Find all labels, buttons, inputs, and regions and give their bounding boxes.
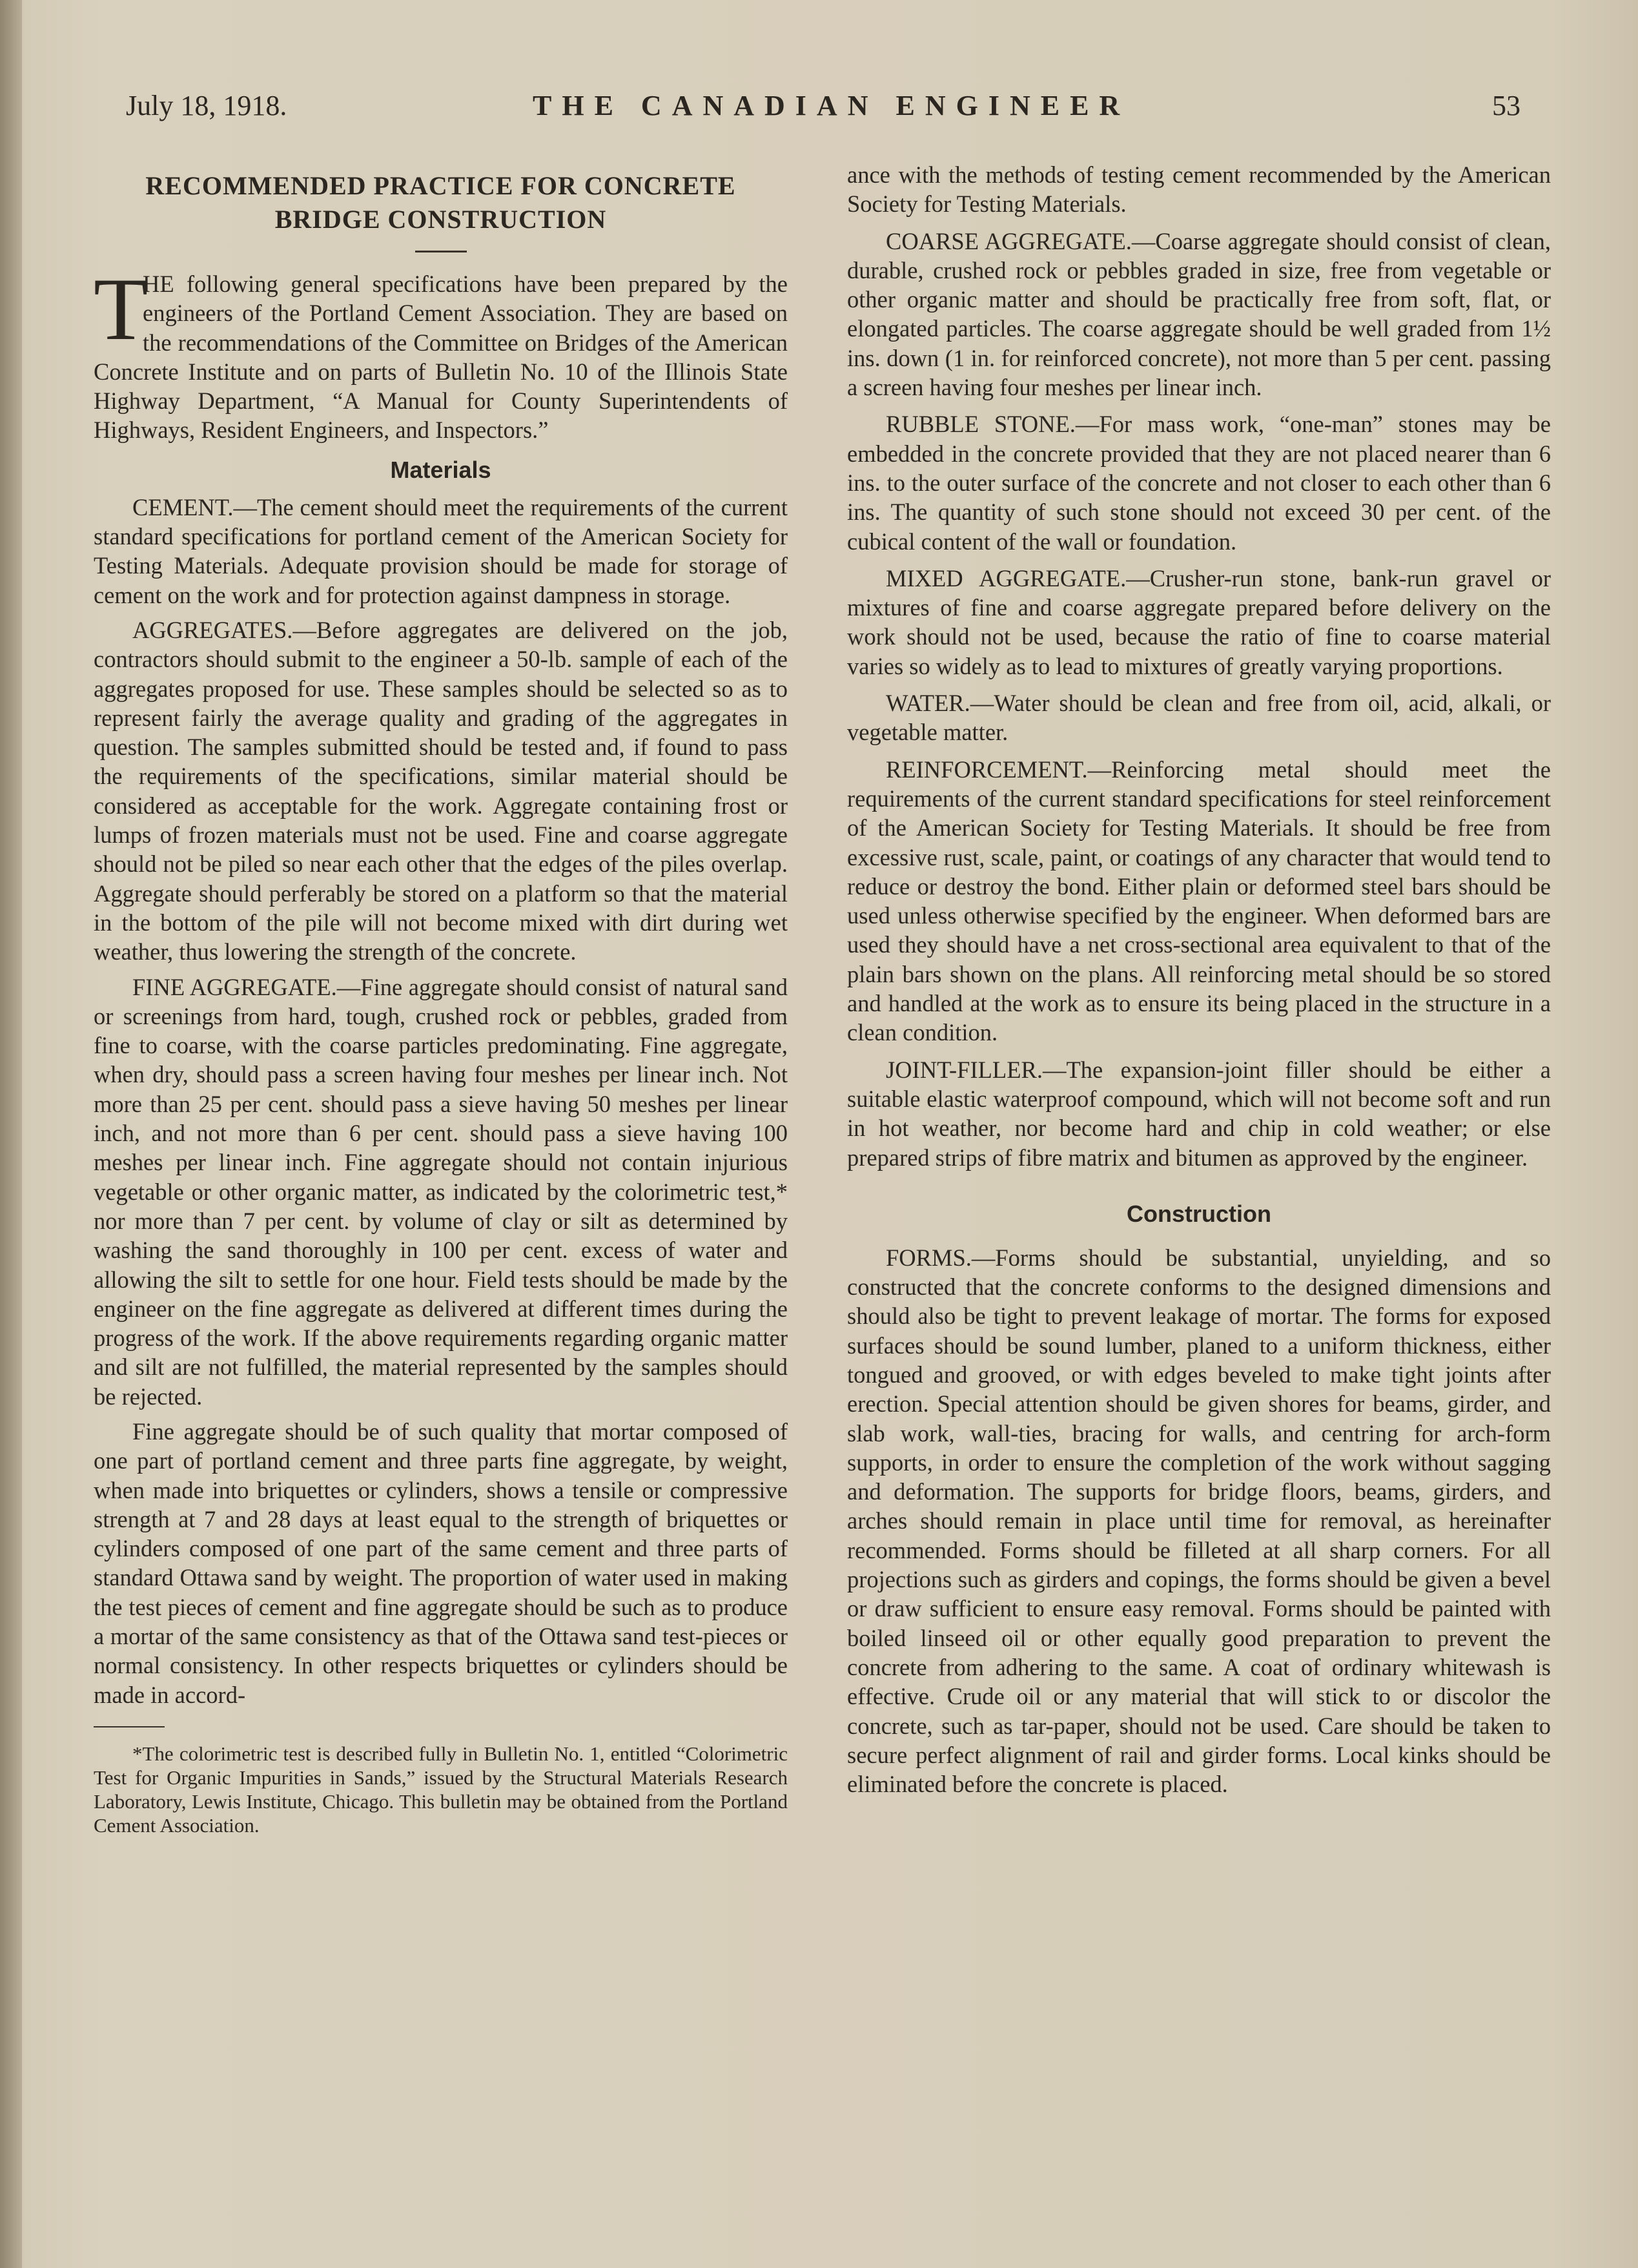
article-title-line-2: BRIDGE CONSTRUCTION (274, 205, 607, 234)
mixed-aggregate-paragraph: MIXED AGGREGATE.—Crusher-run stone, bank-run gravel or mixtures of fine and coarse aggregate prepared before delivery on the work should not be used, because the ratio of fine to coarse material varies so widely as to lead to mixtures of greatly varying proportions. (847, 564, 1551, 679)
coarse-aggregate-paragraph: COARSE AGGREGATE.—Coarse aggregate should consist of clean, durable, crushed rock or pebbles graded in size, free from vegetable or other organic matter and should be practically free from soft, flat, or elongated particles. The coarse aggregate should be well graded from 1½ ins. down (1 in. for reinforced concrete), not more than 5 per cent. passing a screen having four meshes per linear inch. (847, 227, 1551, 401)
article-title-line-1: RECOMMENDED PRACTICE FOR CONCRETE (145, 171, 736, 200)
footnote-rule (94, 1726, 165, 1727)
cement-paragraph: CEMENT.—The cement should meet the requirements of the current standard specifications for portland cement of the American Society for Testing Materials. Adequate provision should be made for storage of cement on the work and for protection against dampness in storage. (94, 493, 788, 608)
title-rule (415, 251, 467, 253)
materials-heading: Materials (390, 456, 491, 483)
fine-aggregate-paragraph-2: Fine aggregate should be of such quality that mortar composed of one part of portland cement and three parts fine aggregate, by weight, when made into briquettes or cylinders, shows a tensile or compressive strength at 7 and 28 days at least equal to the strength of briquettes or cylinders composed of one part of the same cement and three parts of standard Ottawa sand by weight. The proportion of water used in making the test pieces of cement and fine aggregate should be such as to produce a mortar of the same consistency as that of the Ottawa sand test-pieces or normal consistency. In other respects briquettes or cylinders should be made in accord- (94, 1418, 788, 1708)
joint-filler-paragraph: JOINT-FILLER.—The expansion-joint filler should be either a suitable elastic waterproof compound, which will not become soft and run in hot weather, nor become hard and chip in cold weather; or else prepared strips of fibre matrix and bitumen as approved by the engineer. (847, 1056, 1551, 1171)
page-number: 53 (1492, 90, 1520, 121)
intro-text: HE following general specifications have been prepared by the engineers of the Portland Cement Association. They are based on the recommendations of the Committee on Bridges of the American Concrete Institute and on parts of Bulletin No. 10 of the Illinois State Highway Department, “A Manual for County Superintendents of Highways, Resident Engineers, and Inspectors.” (94, 271, 788, 444)
issue-date: July 18, 1918. (126, 90, 287, 121)
binding-shadow (0, 0, 22, 2268)
reinforcement-paragraph: REINFORCEMENT.—Reinforcing metal should meet the requirements of the current standard specifications for steel reinforcement of the American Society for Testing Materials. It should be free from excessive rust, scale, paint, or coatings of any character that would tend to reduce or destroy the bond. Either plain or deformed steel bars should be used unless otherwise specified by the engineer. When deformed bars are used they should have a net cross-sectional area equivalent to that of the plain bars shown on the plans. All reinforcing metal should be so stored and handled at the work as to ensure its being placed in the structure in a clean condition. (847, 756, 1551, 1046)
aggregates-paragraph: AGGREGATES.—Before aggregates are delivered on the job, contractors should submit to the engineer a 50-lb. sample of each of the aggregates proposed for use. These samples should be selected so as to represent fairly the average quality and grading of the aggregates in question. The samples submitted should be tested and, if found to pass the requirements of the specifications, similar material should be considered as acceptable for the work. Aggregate containing frost or lumps of frozen materials must not be used. Fine and coarse aggregate should not be piled so near each other that the edges of the piles overlap. Aggregate should perferably be stored on a platform so that the material in the bottom of the pile will not become mixed with dirt during wet weather, thus lowering the strength of the concrete. (94, 616, 788, 965)
left-column (94, 169, 788, 1837)
intro-paragraph (94, 260, 788, 445)
rubble-stone-paragraph: RUBBLE STONE.—For mass work, “one-man” stones may be embedded in the concrete provided that they are not placed nearer than 6 ins. to the outer surface of the concrete and not closer to each other than 6 ins. The quantity of such stone should not exceed 30 per cent. of the cubical content of the wall or foundation. (847, 411, 1551, 555)
continuation-paragraph: ance with the methods of testing cement recommended by the American Society for Testing Materials. (847, 161, 1551, 218)
construction-heading: Construction (1127, 1200, 1271, 1227)
article-title (94, 169, 788, 236)
footnote: *The colorimetric test is described fully in Bulletin No. 1, entitled “Colorimetric Test for Organic Impurities in Sands,” issued by the Structural Materials Research Laboratory, Lewis Institute, Chicago. This bulletin may be obtained from the Portland Cement Association. (94, 1742, 788, 1837)
water-paragraph: WATER.—Water should be clean and free from oil, acid, alkali, or vegetable matter. (847, 690, 1551, 746)
journal-title: THE CANADIAN ENGINEER (533, 90, 1131, 121)
fine-aggregate-paragraph: FINE AGGREGATE.—Fine aggregate should consist of natural sand or screenings from hard, tough, crushed rock or pebbles, graded from fine to coarse, with the coarse particles predominating. Fine aggregate, when dry, should pass a screen having four meshes per linear inch. Not more than 25 per cent. should pass a sieve having 50 meshes per linear inch, and not more than 6 per cent. should pass a sieve having 100 meshes per linear inch. Fine aggregate should not contain injurious vegetable or other organic matter, as indicated by the colorimetric test,* nor more than 7 per cent. by volume of clay or silt as determined by washing the sand thoroughly in 100 per cent. excess of water and allowing the silt to settle for one hour. Field tests should be made by the engineer on the fine aggregate as delivered at different times during the progress of the work. If the above requirements regarding organic matter and silt are not fulfilled, the material represented by the samples should be rejected. (94, 973, 788, 1410)
running-header (126, 89, 1520, 128)
right-column (847, 160, 1551, 1799)
drop-cap: T (94, 260, 148, 358)
forms-paragraph: FORMS.—Forms should be substantial, unyielding, and so constructed that the concrete conforms to the designed dimensions and should also be tight to prevent leakage of mortar. The forms for exposed surfaces should be sound lumber, planed to a uniform thickness, either tongued and grooved, or with edges beveled to make tight joints after erection. Special attention should be given shores for beams, girder, and slab work, wall-ties, bracing for walls, and centring for arch-form supports, in order to ensure the completion of the work without sagging and deformation. The supports for bridge floors, beams, girders, and arches should remain in place until time for removal, as hereinafter recommended. Forms should be filleted at all sharp corners. For all projections such as girders and copings, the forms should be given a bevel or draw sufficient to ensure easy removal. Forms should be painted with boiled linseed oil or other equally good preparation to prevent the concrete from adhering to the same. A coat of ordinary whitewash is effective. Crude oil or any material that will stick to or discolor the concrete, such as tar-paper, should not be used. Care should be taken to secure perfect alignment of rail and girder forms. Local kinks should be eliminated before the concrete is placed. (847, 1244, 1551, 1798)
